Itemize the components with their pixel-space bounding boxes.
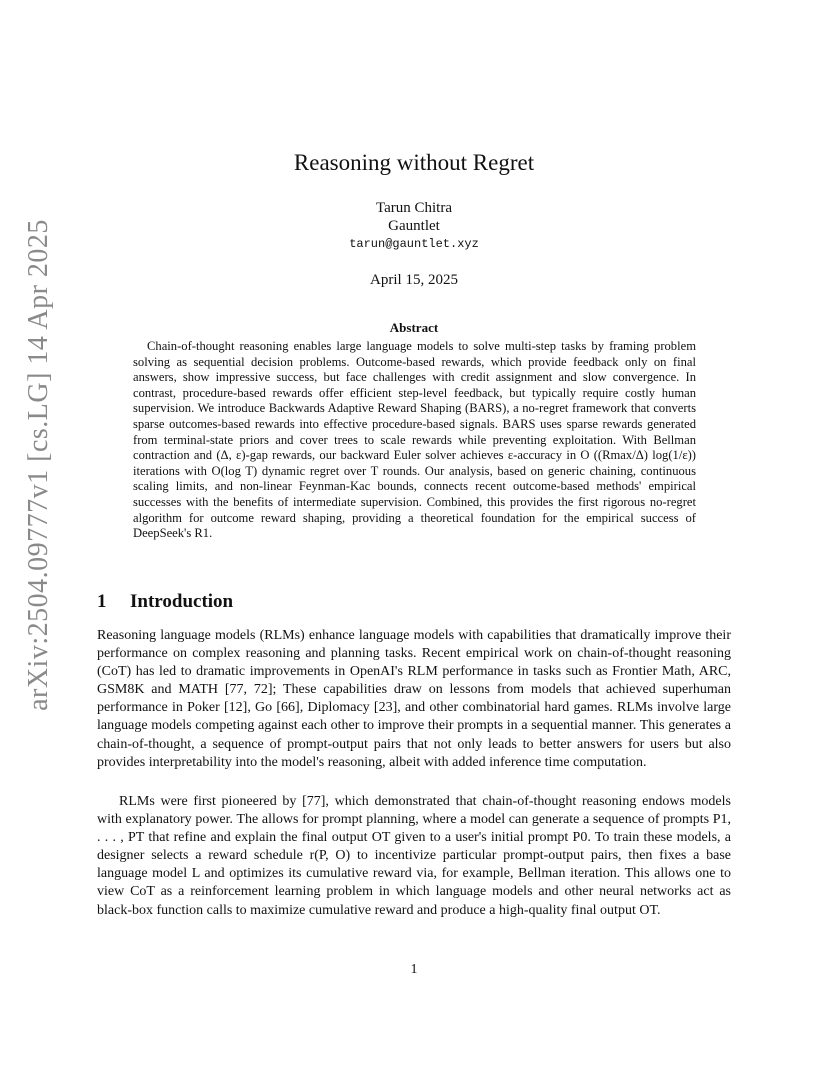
introduction-paragraph-2: RLMs were first pioneered by [77], which demonstrated that chain-of-thought reasoning endows models with explanatory power. The allows for prompt planning, where a model can generate a sequence of prompts P1, . . . , PT that refine and explain the final output OT given to a user's initial prompt P0. To train these models, a designer selects a reward schedule r(P, O) to incentivize particular prompt-output pairs, then fixes a base language model L and optimizes its cumulative reward via, for example, Bellman iteration. This allows one to view CoT as a reinforcement learning problem in which language models and other neural networks act as black-box function calls to maximize cumulative reward and produce a high-quality final output OT. (97, 794, 731, 918)
author-block (0, 199, 828, 253)
introduction-paragraph-1: Reasoning language models (RLMs) enhance language models with capabilities that dramatically improve their performance on complex reasoning and planning tasks. Recent empirical work on chain-of-thought reasoning (CoT) has led to dramatic improvements in OpenAI's RLM performance in tasks such as Frontier Math, ARC, GSM8K and MATH [77, 72]; These capabilities draw on lessons from models that achieved superhuman performance in Poker [12], Go [66], Diplomacy [23], and other combinatorial hard games. RLMs involve large language models competing against each other to improve their prompts in a sequential manner. This generates a chain-of-thought, a sequence of prompt-output pairs that not only leads to better answers for users but also provides interpretability into the model's reasoning, albeit with added inference time computation. (97, 628, 731, 770)
arxiv-identifier-stamp: arXiv:2504.09777v1 [cs.LG] 14 Apr 2025 (23, 219, 54, 711)
author-email: tarun@gauntlet.xyz (349, 237, 479, 251)
section-heading (97, 591, 233, 613)
abstract-text: Chain-of-thought reasoning enables large language models to solve multi-step tasks by framing problem solving as sequential decision problems. Outcome-based rewards, which provide feedback only on final answers, show impressive success, but face challenges with credit assignment and slow convergence. In contrast, procedure-based rewards offer efficient step-level feedback, but typically require costly human supervision. We introduce Backwards Adaptive Reward Shaping (BARS), a no-regret framework that converts sparse outcomes-based rewards into effective procedure-based signals. BARS uses sparse rewards generated from terminal-state priors and cover trees to scale rewards while preventing exploitation. With Bellman contraction and (Δ, ε)-gap rewards, our backward Euler solver achieves ε-accuracy in O ((Rmax/Δ) log(1/ε)) iterations with O(log T) dynamic regret over T rounds. Our analysis, based on generic chaining, continuous scaling limits, and non-linear Feynman-Kac bounds, connects recent outcome-based methods' empirical successes with the benefits of intermediate supervision. Combined, this provides the first rigorous no-regret algorithm for outcome reward shaping, providing a theoretical foundation for the empirical success of DeepSeek's R1. (133, 339, 696, 541)
paper-title: Reasoning without Regret (293, 150, 535, 175)
abstract-heading: Abstract (389, 320, 439, 335)
section-number: 1 (97, 591, 107, 612)
paper-date: April 15, 2025 (370, 272, 458, 288)
section-title: Introduction (130, 591, 234, 612)
page-number: 1 (410, 962, 418, 977)
author-affiliation: Gauntlet (388, 218, 440, 234)
author-name: Tarun Chitra (375, 200, 452, 216)
